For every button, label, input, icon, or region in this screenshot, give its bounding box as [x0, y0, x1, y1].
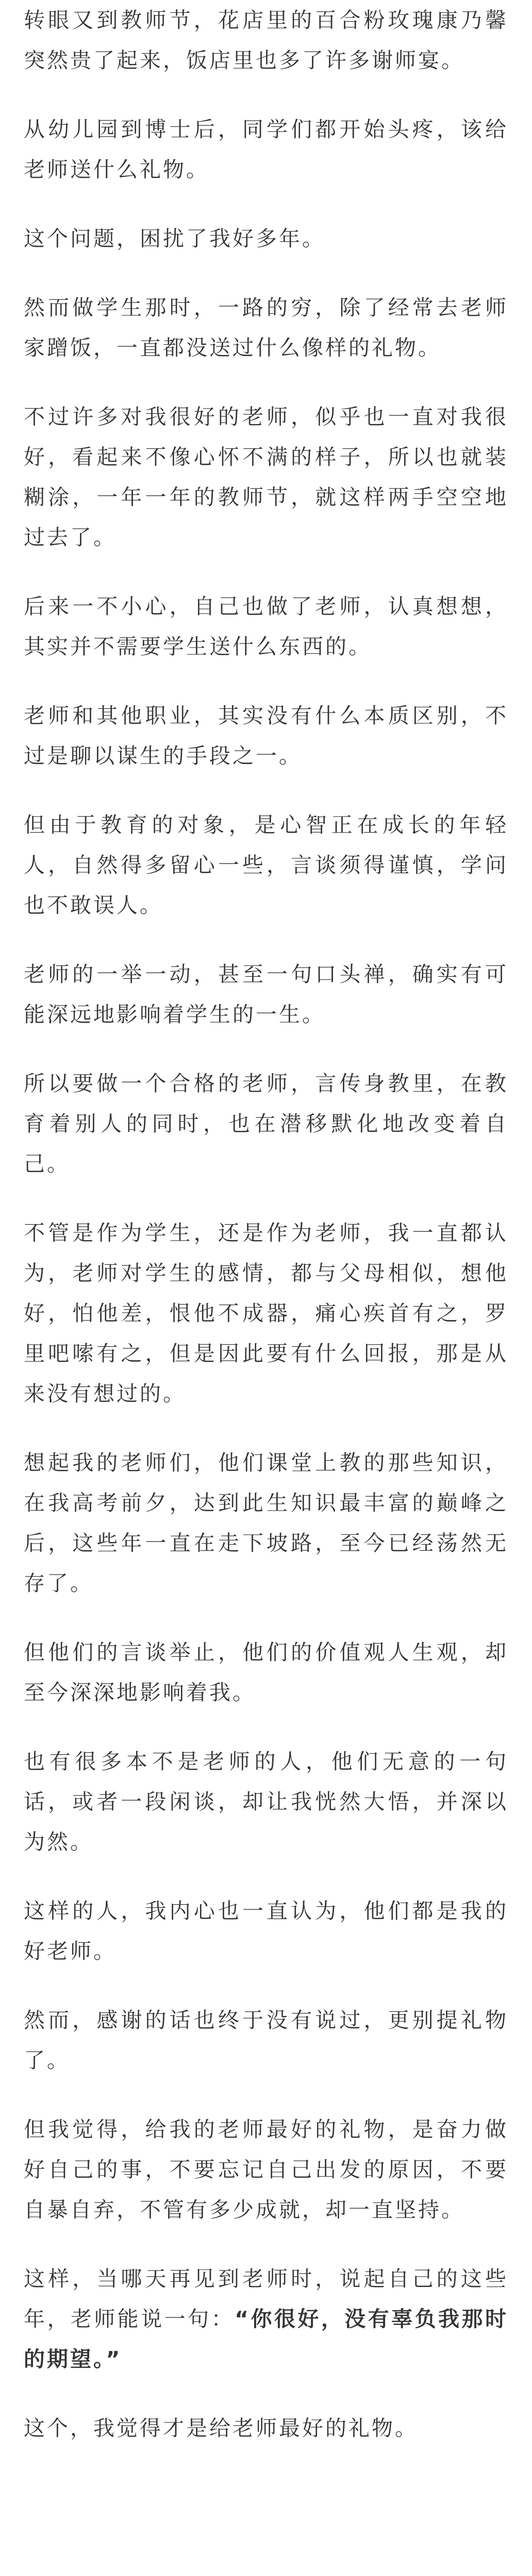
paragraph-1: 转眼又到教师节，花店里的百合粉玫瑰康乃馨突然贵了起来，饭店里也多了许多谢师宴。	[24, 8, 508, 73]
paragraph-13: 但他们的言谈举止，他们的价值观人生观，却至今深深地影响着我。	[24, 1640, 508, 1705]
paragraph-11: 不管是作为学生，还是作为老师，我一直都认为，老师对学生的感情，都与父母相似，想他好，怕他差，恨他不成器，痛心疾首有之，罗里吧嗦有之，但是因此要有什么回报，那是从来没有想过的。	[24, 1221, 508, 1406]
paragraph-16: 然而，感谢的话也终于没有说过，更别提礼物了。	[24, 2008, 508, 2073]
emphasized-quote: “你很好，没有辜负我那时的期望。”	[24, 2307, 508, 2371]
paragraph-17: 但我觉得，给我的老师最好的礼物，是奋力做好自己的事，不要忘记自己出发的原因，不要自暴自弃，不管有多少成就，却一直坚持。	[24, 2117, 508, 2222]
paragraph-19: 这个，我觉得才是给老师最好的礼物。	[24, 2416, 418, 2441]
paragraph-9: 老师的一举一动，甚至一句口头禅，确实有可能深远地影响着学生的一生。	[24, 962, 508, 1027]
paragraph-18	[24, 2259, 508, 2379]
paragraph-4: 然而做学生那时，一路的穷，除了经常去老师家蹭饭，一直都没送过什么像样的礼物。	[24, 295, 508, 360]
paragraph-2: 从幼儿园到博士后，同学们都开始头疼，该给老师送什么礼物。	[24, 117, 508, 182]
paragraph-3: 这个问题，困扰了我好多年。	[24, 226, 325, 251]
paragraph-15: 这样的人，我内心也一直认为，他们都是我的好老师。	[24, 1899, 508, 1963]
paragraph-10: 所以要做一个合格的老师，言传身教里，在教育着别人的同时，也在潜移默化地改变着自己。	[24, 1071, 508, 1176]
paragraph-18-text: 这样，当哪天再见到老师时，说起自己的这些年，老师能说一句：	[24, 2266, 508, 2331]
paragraph-8: 但由于教育的对象，是心智正在成长的年轻人，自然得多留心一些，言谈须得谨慎，学问也不敢误人。	[24, 812, 508, 918]
paragraph-6: 后来一不小心，自己也做了老师，认真想想，其实并不需要学生送什么东西的。	[24, 594, 508, 659]
paragraph-7: 老师和其他职业，其实没有什么本质区别，不过是聊以谋生的手段之一。	[24, 703, 508, 768]
paragraph-12: 想起我的老师们，他们课堂上教的那些知识，在我高考前夕，达到此生知识最丰富的巅峰之后，这些年一直在走下坡路，至今已经荡然无存了。	[24, 1450, 508, 1596]
paragraph-5: 不过许多对我很好的老师，似乎也一直对我很好，看起来不像心怀不满的样子，所以也就装糊涂，一年一年的教师节，就这样两手空空地过去了。	[24, 404, 508, 550]
paragraph-14: 也有很多本不是老师的人，他们无意的一句话，或者一段闲谈，却让我恍然大悟，并深以为然。	[24, 1749, 508, 1854]
